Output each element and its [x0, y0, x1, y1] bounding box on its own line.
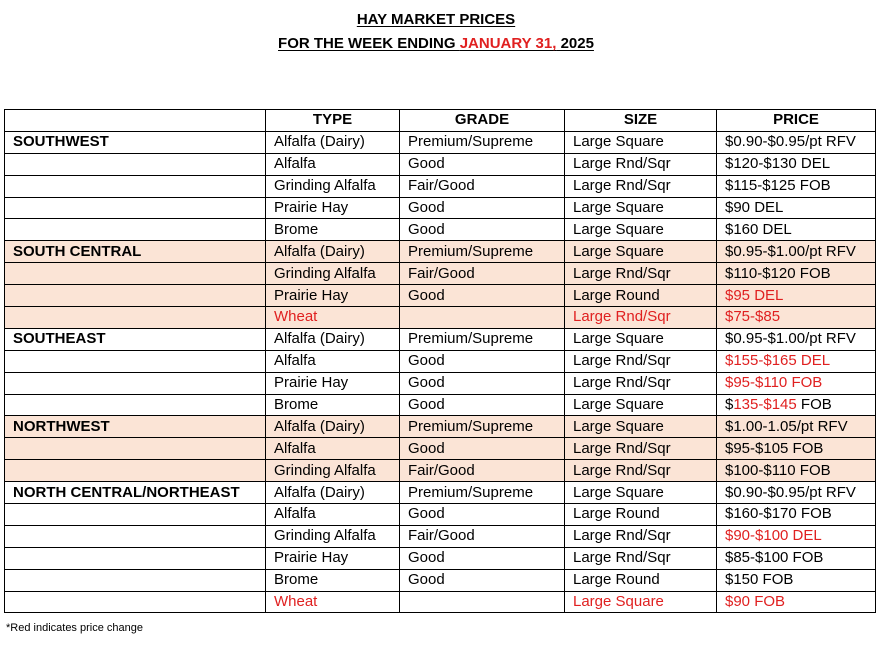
table-header-row [5, 110, 876, 132]
hay-price-table [4, 109, 876, 613]
table-row [5, 569, 876, 591]
table-row [5, 263, 876, 285]
title-line-2 [0, 32, 872, 56]
size-cell: Large Round [565, 569, 717, 591]
type-cell: Prairie Hay [266, 372, 400, 394]
size-cell: Large Rnd/Sqr [565, 438, 717, 460]
type-cell: Grinding Alfalfa [266, 525, 400, 547]
region-cell: SOUTH CENTRAL [5, 241, 266, 263]
grade-cell: Good [400, 372, 565, 394]
price-text: 135-$145 [733, 396, 797, 414]
region-cell [5, 591, 266, 613]
size-cell: Large Square [565, 416, 717, 438]
table-row [5, 175, 876, 197]
size-cell: Large Square [565, 197, 717, 219]
price-cell [717, 525, 876, 547]
table-row [5, 438, 876, 460]
table-row [5, 591, 876, 613]
price-text: $95-$105 FOB [725, 439, 824, 457]
region-cell [5, 197, 266, 219]
type-cell: Brome [266, 219, 400, 241]
price-cell [717, 460, 876, 482]
price-text: $90-$100 DEL [725, 527, 822, 545]
type-cell: Grinding Alfalfa [266, 175, 400, 197]
table-row [5, 285, 876, 307]
size-cell: Large Square [565, 219, 717, 241]
region-cell [5, 569, 266, 591]
table-row [5, 219, 876, 241]
region-cell [5, 285, 266, 307]
grade-cell [400, 591, 565, 613]
price-cell [717, 394, 876, 416]
type-cell: Prairie Hay [266, 285, 400, 307]
size-cell: Large Rnd/Sqr [565, 547, 717, 569]
type-cell: Alfalfa (Dairy) [266, 482, 400, 504]
header-size: SIZE [565, 110, 717, 132]
size-cell: Large Rnd/Sqr [565, 175, 717, 197]
price-text: $150 FOB [725, 571, 794, 589]
price-text: $0.90-$0.95/pt RFV [725, 133, 856, 151]
size-cell: Large Square [565, 328, 717, 350]
table-body [5, 131, 876, 613]
region-cell: SOUTHWEST [5, 131, 266, 153]
size-cell: Large Round [565, 285, 717, 307]
price-cell [717, 197, 876, 219]
price-cell [717, 504, 876, 526]
region-cell [5, 219, 266, 241]
price-text: $0.95-$1.00/pt RFV [725, 242, 856, 260]
price-text: $110-$120 FOB [725, 264, 831, 282]
grade-cell: Premium/Supreme [400, 416, 565, 438]
price-cell [717, 285, 876, 307]
region-cell [5, 460, 266, 482]
type-cell: Wheat [266, 591, 400, 613]
size-cell: Large Square [565, 591, 717, 613]
region-cell [5, 438, 266, 460]
type-cell: Grinding Alfalfa [266, 263, 400, 285]
price-cell [717, 569, 876, 591]
region-cell [5, 263, 266, 285]
grade-cell [400, 307, 565, 329]
size-cell: Large Square [565, 394, 717, 416]
title-line-1 [0, 8, 872, 32]
table-row [5, 328, 876, 350]
price-text: $95-$110 FOB [725, 374, 823, 392]
region-cell: NORTHWEST [5, 416, 266, 438]
grade-cell: Premium/Supreme [400, 328, 565, 350]
price-cell [717, 131, 876, 153]
region-cell [5, 153, 266, 175]
table-row [5, 547, 876, 569]
price-cell [717, 241, 876, 263]
footnote: *Red indicates price change [6, 622, 143, 634]
header-type: TYPE [266, 110, 400, 132]
grade-cell: Premium/Supreme [400, 241, 565, 263]
region-cell [5, 547, 266, 569]
grade-cell: Premium/Supreme [400, 482, 565, 504]
region-cell [5, 525, 266, 547]
price-text: $120-$130 DEL [725, 155, 831, 173]
grade-cell: Good [400, 197, 565, 219]
table-row [5, 416, 876, 438]
table-row [5, 153, 876, 175]
price-cell [717, 438, 876, 460]
price-cell [717, 175, 876, 197]
grade-cell: Good [400, 504, 565, 526]
table-row [5, 460, 876, 482]
title-week-date: JANUARY 31, [459, 35, 557, 52]
grade-cell: Fair/Good [400, 525, 565, 547]
price-text: $95 DEL [725, 286, 784, 304]
type-cell: Alfalfa [266, 438, 400, 460]
size-cell: Large Rnd/Sqr [565, 153, 717, 175]
price-text: $160 DEL [725, 220, 792, 238]
price-text: $0.95-$1.00/pt RFV [725, 330, 856, 348]
price-text: $0.90-$0.95/pt RFV [725, 483, 856, 501]
grade-cell: Good [400, 569, 565, 591]
price-text: $90 FOB [725, 593, 786, 611]
table-row [5, 197, 876, 219]
price-text: $90 DEL [725, 199, 784, 216]
price-cell [717, 547, 876, 569]
grade-cell: Fair/Good [400, 460, 565, 482]
region-cell [5, 350, 266, 372]
size-cell: Large Rnd/Sqr [565, 525, 717, 547]
size-cell: Large Rnd/Sqr [565, 372, 717, 394]
report-title [0, 8, 872, 56]
price-cell [717, 350, 876, 372]
type-cell: Alfalfa (Dairy) [266, 416, 400, 438]
title-week-year: 2025 [556, 35, 594, 52]
size-cell: Large Rnd/Sqr [565, 350, 717, 372]
price-text: $160-$170 FOB [725, 505, 832, 523]
type-cell: Alfalfa (Dairy) [266, 131, 400, 153]
type-cell: Brome [266, 394, 400, 416]
table-row [5, 504, 876, 526]
price-cell [717, 482, 876, 504]
price-cell [717, 307, 876, 329]
grade-cell: Good [400, 438, 565, 460]
type-cell: Alfalfa [266, 504, 400, 526]
type-cell: Wheat [266, 307, 400, 329]
size-cell: Large Square [565, 241, 717, 263]
price-text: $85-$100 FOB [725, 549, 824, 567]
region-cell [5, 394, 266, 416]
price-cell [717, 328, 876, 350]
title-week-prefix: FOR THE WEEK ENDING [278, 35, 460, 52]
type-cell: Prairie Hay [266, 547, 400, 569]
table-row [5, 350, 876, 372]
type-cell: Grinding Alfalfa [266, 460, 400, 482]
price-text: $75-$85 [725, 308, 781, 326]
grade-cell: Good [400, 394, 565, 416]
table-row [5, 394, 876, 416]
header-region [5, 110, 266, 132]
price-text: $1.00-1.05/pt RFV [725, 417, 848, 435]
table-row [5, 525, 876, 547]
table-row [5, 372, 876, 394]
size-cell: Large Square [565, 482, 717, 504]
price-text: $ [725, 396, 734, 414]
table-row [5, 241, 876, 263]
price-cell [717, 416, 876, 438]
region-cell: SOUTHEAST [5, 328, 266, 350]
price-cell [717, 263, 876, 285]
size-cell: Large Round [565, 504, 717, 526]
price-cell [717, 153, 876, 175]
grade-cell: Good [400, 350, 565, 372]
title-text: HAY MARKET PRICES [356, 11, 516, 28]
size-cell: Large Rnd/Sqr [565, 307, 717, 329]
table-row [5, 307, 876, 329]
header-grade: GRADE [400, 110, 565, 132]
size-cell: Large Square [565, 131, 717, 153]
type-cell: Alfalfa [266, 350, 400, 372]
price-text: $155-$165 DEL [725, 352, 831, 370]
price-text: $100-$110 FOB [725, 461, 831, 479]
type-cell: Alfalfa [266, 153, 400, 175]
grade-cell: Fair/Good [400, 175, 565, 197]
grade-cell: Fair/Good [400, 263, 565, 285]
price-cell [717, 591, 876, 613]
type-cell: Prairie Hay [266, 197, 400, 219]
grade-cell: Good [400, 219, 565, 241]
grade-cell: Good [400, 547, 565, 569]
grade-cell: Good [400, 153, 565, 175]
price-cell [717, 219, 876, 241]
type-cell: Alfalfa (Dairy) [266, 328, 400, 350]
table-row [5, 131, 876, 153]
price-cell [717, 372, 876, 394]
region-cell [5, 504, 266, 526]
region-cell [5, 175, 266, 197]
header-price: PRICE [717, 110, 876, 132]
price-text: $115-$125 FOB [725, 177, 831, 195]
table-row [5, 482, 876, 504]
grade-cell: Premium/Supreme [400, 131, 565, 153]
type-cell: Brome [266, 569, 400, 591]
type-cell: Alfalfa (Dairy) [266, 241, 400, 263]
region-cell [5, 307, 266, 329]
size-cell: Large Rnd/Sqr [565, 460, 717, 482]
grade-cell: Good [400, 285, 565, 307]
price-text: FOB [796, 396, 832, 414]
region-cell [5, 372, 266, 394]
size-cell: Large Rnd/Sqr [565, 263, 717, 285]
region-cell: NORTH CENTRAL/NORTHEAST [5, 482, 266, 504]
